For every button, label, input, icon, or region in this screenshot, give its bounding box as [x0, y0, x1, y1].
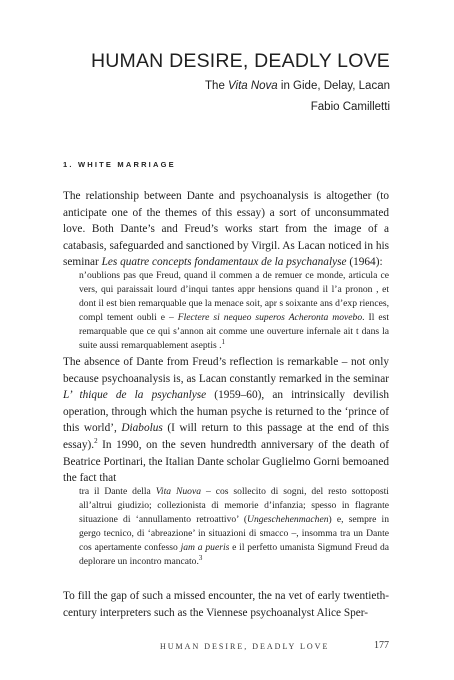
footnote-ref-2[interactable]: 2	[94, 437, 98, 446]
block-quote-1: n’oublions pas que Freud, quand il commen a de remuer ce monde, articula ce vers, qui paraissait lourd d’inqui tantes appr hensions quand il l’a pronon , et dont il est bien remarquable que la menace soit, apr s soixante ans d’exp riences, compl tement oubli e – Flectere si nequeo superos Acheronta movebo. Il est remarquable que ce qui s’annon ait comme une ouverture infernale ait t dans la suite aussi remarquablement aseptis .$^1$	[79, 270, 389, 351]
author-name: Fabio Camilletti	[310, 101, 390, 113]
article-subtitle: The Vita Nova in Gide, Delay, Lacan	[205, 80, 390, 92]
article-title: HUMAN DESIRE, DEADLY LOVE	[90, 50, 390, 72]
paragraph-3: To fill the gap of such a missed encounter, the na vet of early twentieth-century interpreters such as the Viennese psychoanalyst Alice Sper-	[63, 590, 389, 619]
page-number: 177	[374, 640, 389, 651]
footnote-ref-3[interactable]: 3	[198, 553, 203, 562]
section-heading: 1. WHITE MARRIAGE	[63, 160, 176, 169]
paragraph-1: The relationship between Dante and psychoanalysis is altogether (to anticipate one of the themes of this essay) a sort of unconsummated love. Both Dante’s and Freud’s works start from the image of a catabasis, safeguarded and sanctioned by Virgil. As Lacan noticed in his seminar Les quatre concepts fondamentaux de la psychanalyse (1964):	[63, 190, 389, 269]
footnote-ref-1[interactable]: 1	[221, 337, 226, 346]
running-footer-title: HUMAN DESIRE, DEADLY LOVE	[160, 642, 330, 651]
block-quote-2: tra il Dante della Vita Nuova – cos sollecito di sogni, del resto sottoposti all’altrui giudizio; collezionista di memorie d’infanzia; spesso in flagrante situazione di ‘annullamento retroattivo’ (Ungeschehenmachen) e, sempre in gergo tecnico, di ‘abreazione’ in situazioni di smacco –, insomma tra un Dante cos apertamente confesso jam a pueris e il perfetto umanista Sigmund Freud da deplorare un incontro mancato.$^3$	[79, 486, 390, 567]
subtitle-italic: Vita Nova	[228, 80, 278, 92]
paragraph-2: The absence of Dante from Freud’s reflection is remarkable – not only because psychoanalysis is, as Lacan constantly remarked in the seminar L’ thique de la psychanlyse (1959–60), an intrinsically devilish operation, through which the human psyche is returned to the ‘prince of this world’, Diabolus (I will return to this passage at the end of this essay).$^2$ In 1990, on the seven hundredth anniversary of the death of Beatrice Portinari, the Italian Dante scholar Guglielmo Gorni bemoaned the fact that	[63, 356, 389, 485]
